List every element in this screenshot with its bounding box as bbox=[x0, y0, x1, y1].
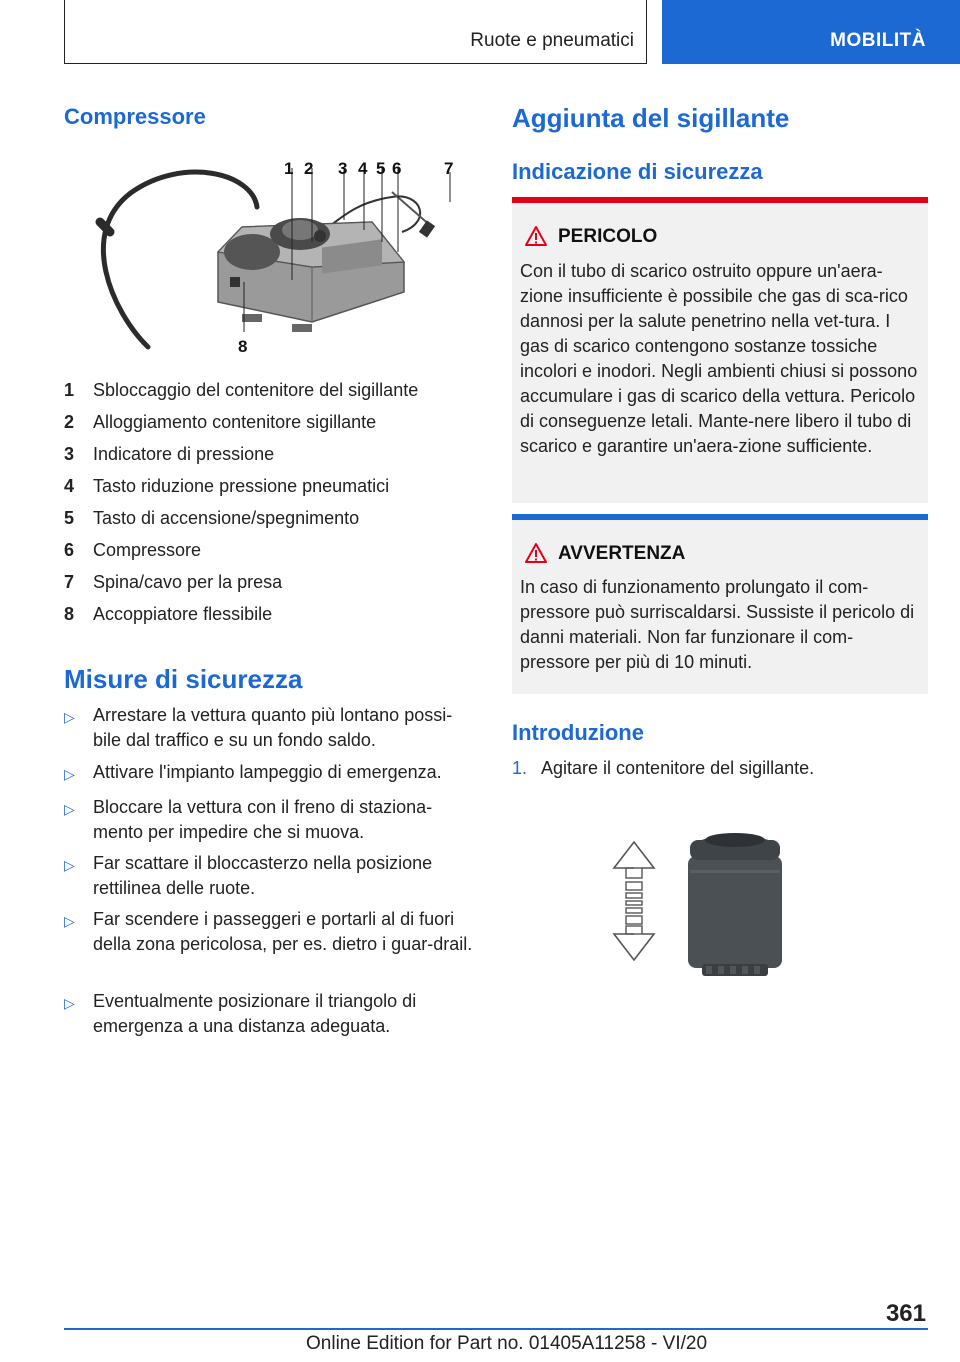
compressor-heading: Compressore bbox=[64, 104, 206, 129]
callout-5: 5 bbox=[376, 159, 386, 178]
bullet-text: Attivare l'impianto lampeggio di emergenza. bbox=[93, 762, 442, 782]
legend-number: 5 bbox=[64, 508, 75, 528]
shake-container-figure bbox=[612, 830, 792, 980]
compressor-figure bbox=[92, 152, 454, 357]
sub-heading: Indicazione di sicurezza bbox=[512, 159, 763, 184]
callout-6: 6 bbox=[392, 159, 402, 178]
triangle-bullet-icon: ▷ bbox=[64, 766, 75, 782]
warning-triangle-icon bbox=[524, 542, 548, 564]
chapter-title: Ruote e pneumatici bbox=[470, 30, 634, 51]
legend-text: Sbloccaggio del contenitore del sigillante bbox=[93, 380, 419, 400]
danger-text: Con il tubo di scarico ostruito oppure un'aera-zione insufficiente è possibile che gas di sca-rico dannosi per la salute penetrino nella vet-tura. I gas di scarico contengono sostanze tossiche incolori e inodori. Negli ambienti chiusi si possono accumulare i gas di scarico della vettura. Pericolo di conseguenze letali. Mante-nere libero il tubo di scarico e garantire un'aera-zione sufficiente. bbox=[520, 261, 918, 456]
bullet-text: Far scendere i passeggeri e portarli al di fuori della zona pericolosa, per es. dietro i guar-drail. bbox=[93, 909, 473, 954]
legend-text: Indicatore di pressione bbox=[93, 444, 275, 464]
bullet-text: Eventualmente posizionare il triangolo di emergenza a una distanza adeguata. bbox=[93, 991, 417, 1036]
intro-heading: Introduzione bbox=[512, 720, 644, 745]
callout-7: 7 bbox=[444, 159, 454, 178]
legend-text: Spina/cavo per la presa bbox=[93, 572, 283, 592]
warning-bar bbox=[512, 514, 928, 520]
header-chapter-tab bbox=[64, 0, 647, 64]
callout-1: 1 bbox=[284, 159, 294, 178]
legend-item bbox=[64, 508, 474, 532]
triangle-bullet-icon: ▷ bbox=[64, 857, 75, 873]
legend-number: 4 bbox=[64, 476, 75, 496]
callout-4: 4 bbox=[358, 159, 368, 178]
legend-number: 6 bbox=[64, 540, 75, 560]
legend-item bbox=[64, 444, 474, 468]
triangle-bullet-icon: ▷ bbox=[64, 709, 75, 725]
footer-rule bbox=[64, 1328, 928, 1330]
legend-text: Accoppiatore flessibile bbox=[93, 604, 273, 624]
legend-item bbox=[64, 572, 474, 596]
danger-box bbox=[512, 197, 928, 503]
step-item bbox=[512, 758, 928, 782]
callout-2: 2 bbox=[304, 159, 314, 178]
danger-bar bbox=[512, 197, 928, 203]
legend-text: Tasto di accensione/spegnimento bbox=[93, 508, 360, 528]
step-text: Agitare il contenitore del sigillante. bbox=[541, 758, 815, 778]
bullet-text: Bloccare la vettura con il freno di staziona-mento per impedire che si muova. bbox=[93, 797, 433, 842]
warning-box bbox=[512, 514, 928, 694]
callout-8: 8 bbox=[238, 337, 248, 356]
section-label: MOBILITÀ bbox=[830, 30, 926, 51]
bullet-text: Far scattare il bloccasterzo nella posizione rettilinea delle ruote. bbox=[93, 853, 433, 898]
legend-number: 1 bbox=[64, 380, 75, 400]
legend-number: 8 bbox=[64, 604, 75, 624]
triangle-bullet-icon: ▷ bbox=[64, 913, 75, 929]
triangle-bullet-icon: ▷ bbox=[64, 801, 75, 817]
legend-item bbox=[64, 604, 474, 628]
legend-number: 7 bbox=[64, 572, 75, 592]
safety-heading: Misure di sicurezza bbox=[64, 664, 303, 694]
step-number: 1. bbox=[512, 758, 528, 778]
warning-label: AVVERTENZA bbox=[558, 543, 686, 564]
legend-number: 2 bbox=[64, 412, 75, 432]
bullet-text: Arrestare la vettura quanto più lontano possi-bile dal traffico e su un fondo saldo. bbox=[93, 705, 453, 750]
legend-text: Compressore bbox=[93, 540, 202, 560]
triangle-bullet-icon: ▷ bbox=[64, 995, 75, 1011]
legend-item bbox=[64, 380, 474, 404]
legend-text: Alloggiamento contenitore sigillante bbox=[93, 412, 377, 432]
page-number: 361 bbox=[885, 1300, 926, 1327]
header-section-tab bbox=[662, 0, 960, 64]
edition-text: Online Edition for Part no. 01405A11258 - VI/20 bbox=[306, 1333, 708, 1354]
legend-item bbox=[64, 476, 474, 500]
main-heading: Aggiunta del sigillante bbox=[512, 103, 790, 133]
legend-item bbox=[64, 412, 474, 436]
danger-label: PERICOLO bbox=[558, 226, 658, 247]
warning-triangle-icon bbox=[524, 225, 548, 247]
legend-text: Tasto riduzione pressione pneumatici bbox=[93, 476, 390, 496]
legend-item bbox=[64, 540, 474, 564]
warning-text: In caso di funzionamento prolungato il com-pressore può surriscaldarsi. Sussiste il pericolo di danni materiali. Non far funzionare il com-pressore per più di 10 minuti. bbox=[520, 577, 915, 672]
callout-3: 3 bbox=[338, 159, 348, 178]
legend-number: 3 bbox=[64, 444, 75, 464]
